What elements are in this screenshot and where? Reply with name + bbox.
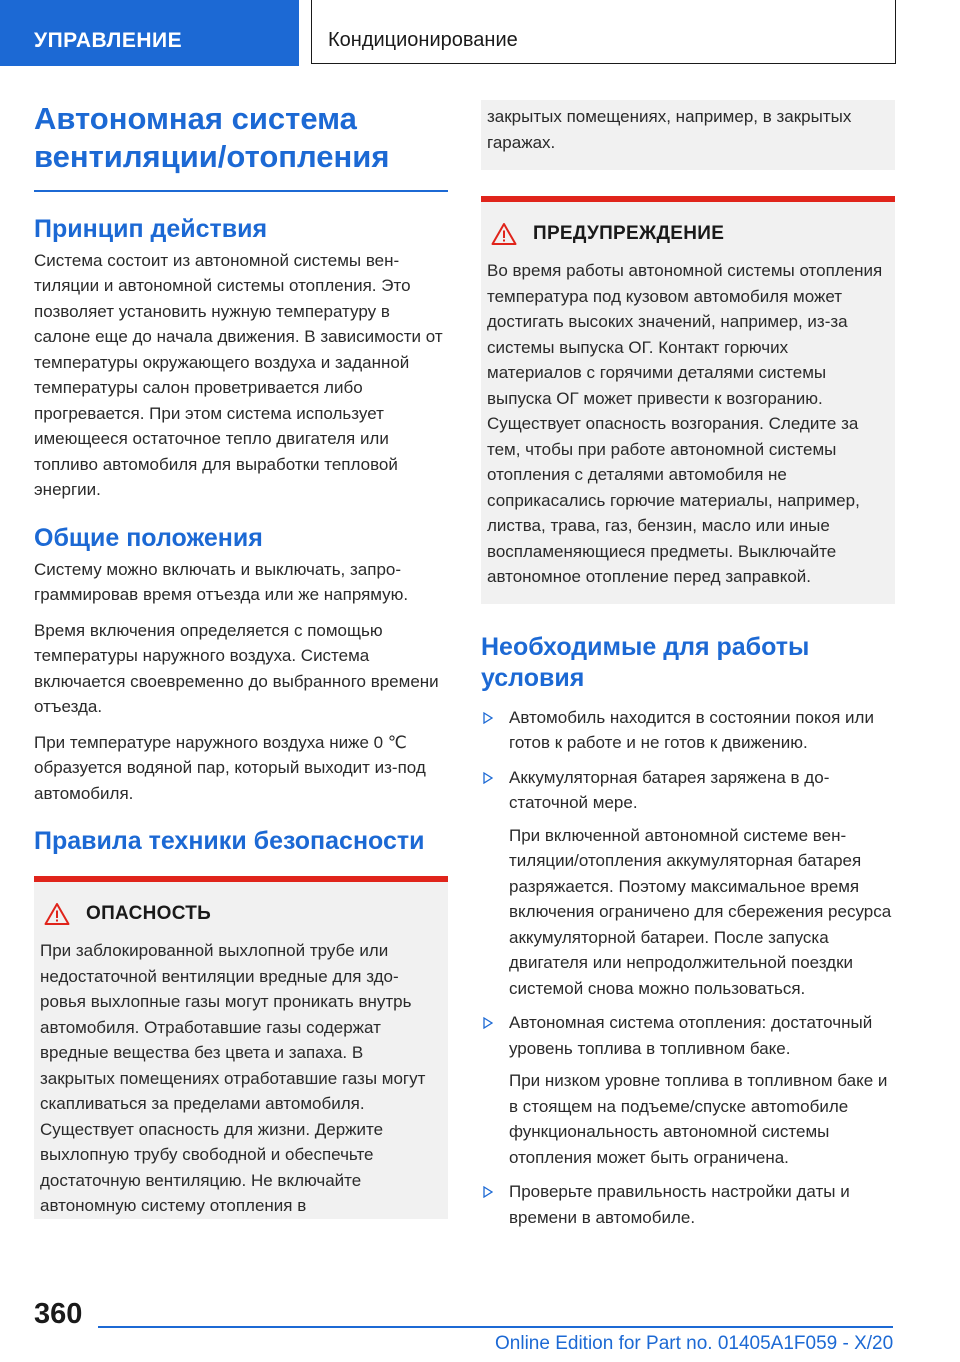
- list-item-text: Аккумуляторная батарея заряжена в достаточной мере.: [509, 767, 830, 812]
- right-column: [481, 100, 895, 1239]
- general-text-2: Время включения определяется с помощью температуры наружного воздуха. Система включается своевременно до выбранного времени отъезда.: [34, 620, 439, 716]
- title-rule: [34, 190, 448, 192]
- danger-title: ОПАСНОСТЬ: [86, 903, 212, 924]
- page-title: Автономная система вентиляции/отопления: [34, 101, 390, 174]
- warning-triangle-icon: [44, 902, 70, 926]
- warning-text: Во время работы автономной системы отопления температура под кузовом автомобиля может достигать высоких значений, например, из-за системы выпуска ОГ. Контакт горючих материалов с горячими деталями системы выпуска ОГ может привести к возгоранию. Существует опасность возгорания. Следите за тем, чтобы при работе автономной системы отопления с деталями автомобиля не соприкасались горючие материалы, например, листва, трава, газ, бензин, масло или иные воспламеняющиеся предметы. Выключайте автономное отопление перед заправкой.: [487, 261, 883, 586]
- danger-text-continued: закрытых помещениях, например, в закрытых гаражах.: [487, 107, 852, 152]
- left-column: [34, 100, 448, 1219]
- warning-title: ПРЕДУПРЕЖДЕНИЕ: [533, 223, 725, 244]
- warning-box: [481, 196, 895, 604]
- principle-text: Система состоит из автономной системы вентиляции и автономной системы отопления. Это позволяет установить нужную температуру в салоне еще до начала движения. В зависимости от температуры окружающего воздуха и заданной температуры салон проветривается либо прогревается. При этом система использует имеющееся остаточное тепло двигателя или топливо автомобиля для выработки тепловой энергии.: [34, 250, 443, 499]
- triangle-bullet-icon: [483, 772, 493, 784]
- list-item-text: Автомобиль находится в состоянии покоя или готов к работе и не готов к движению.: [509, 707, 874, 752]
- conditions-list: [481, 705, 895, 1231]
- danger-box: [34, 876, 448, 1219]
- list-item-note: При включенной автономной системе вентиляции/отопления аккумуляторная батарея разряжается. Поэтому максимальное время включения ограничено для сбережения ресурса аккумуляторной батареи. После запуска двигателя или непродолжительной поездки системой снова можно пользоваться.: [509, 825, 892, 998]
- page-number: 360: [34, 1298, 83, 1330]
- triangle-bullet-icon: [483, 1017, 493, 1029]
- section-label: УПРАВЛЕНИЕ: [0, 0, 299, 66]
- list-item: [481, 1010, 895, 1170]
- heading-conditions: Необходимые для работы условия: [481, 632, 810, 692]
- page-header: [0, 0, 960, 66]
- list-item: [481, 1179, 895, 1230]
- list-item: [481, 765, 895, 1002]
- warning-triangle-icon: [491, 222, 517, 246]
- footer-rule: [98, 1326, 893, 1328]
- list-item-note: При низком уровне топлива в топливном баке и в стоящем на подъеме/спуске автоmобиле функциональность автономной системы отопления может быть ограничена.: [509, 1071, 888, 1167]
- general-text-1: Систему можно включать и выключать, запрограммировав время отъезда или же напрямую.: [34, 559, 409, 604]
- heading-general: Общие положения: [34, 523, 263, 552]
- heading-safety: Правила техники безопасности: [34, 827, 425, 855]
- danger-text: При заблокированной выхлопной трубе или недостаточной вентиляции вредные для здоровья выхлопные газы могут проникать внутрь автомобиля. Отработавшие газы содержат вредные вещества без цвета и запаха. В закрытых помещениях отработавшие газы могут скапливаться за пределами автомобиля. Существует опасность для жизни. Держите выхлопную трубу свободной и обеспечьте достаточную вентиляцию. Не включайте автономную систему отопления в: [40, 941, 426, 1215]
- triangle-bullet-icon: [483, 712, 493, 724]
- heading-principle: Принцип действия: [34, 214, 268, 243]
- triangle-bullet-icon: [483, 1186, 493, 1198]
- chapter-label: Кондиционирование: [311, 0, 896, 64]
- danger-box-continued: [481, 100, 895, 170]
- general-text-3: При температуре наружного воздуха ниже 0 ℃ образуется водяной пар, который выходит из-под автомобиля.: [34, 732, 426, 803]
- footer-edition: Online Edition for Part no. 01405A1F059 - X/20: [495, 1333, 894, 1354]
- list-item-text: Проверьте правильность настройки даты и времени в автомобиле.: [509, 1182, 850, 1227]
- list-item: [481, 705, 895, 756]
- list-item-text: Автономная система отопления: достаточный уровень топлива в топливном баке.: [509, 1013, 873, 1058]
